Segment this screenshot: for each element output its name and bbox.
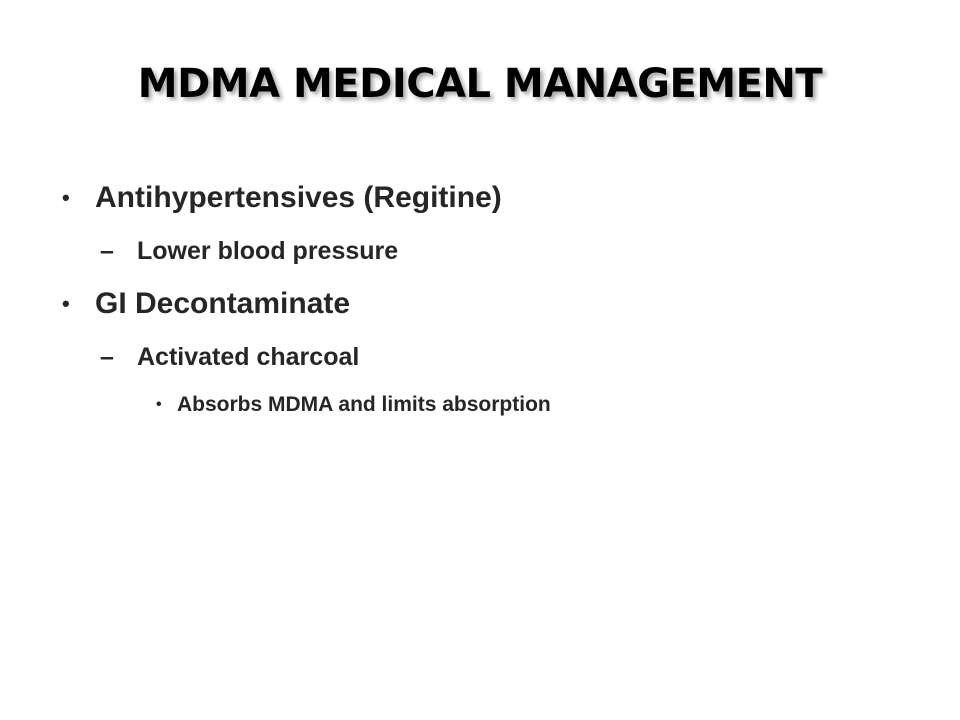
- sub-item-text: Lower blood pressure: [137, 237, 399, 265]
- dash-marker: –: [100, 343, 114, 371]
- sub-item-activated-charcoal: [60, 342, 920, 372]
- bullet-text: GI Decontaminate: [95, 287, 351, 320]
- bullet-marker: •: [62, 185, 70, 210]
- bullet-item-gi-decontaminate: [60, 286, 920, 322]
- sub-item-lower-blood-pressure: [60, 236, 920, 266]
- bullet-marker: •: [156, 396, 162, 413]
- slide-body: [60, 180, 920, 437]
- sub-item-text: Activated charcoal: [137, 343, 360, 371]
- dash-marker: –: [100, 237, 114, 265]
- slide-title: MDMA MEDICAL MANAGEMENT: [137, 61, 823, 107]
- bullet-text: Antihypertensives (Regitine): [95, 181, 502, 214]
- bullet-marker: •: [62, 291, 70, 316]
- sub-sub-item-absorbs-mdma: [60, 392, 920, 417]
- sub-sub-item-text: Absorbs MDMA and limits absorption: [177, 393, 551, 416]
- bullet-item-antihypertensives: [60, 180, 920, 216]
